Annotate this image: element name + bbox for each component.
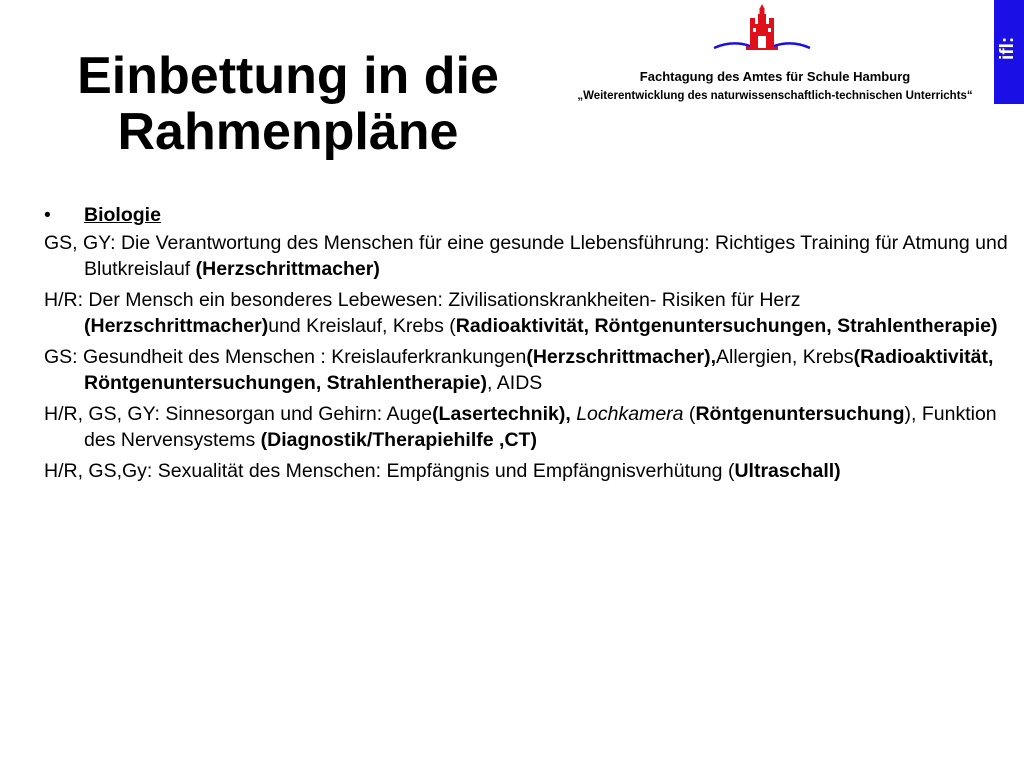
text-run: H/R: Der Mensch ein besonderes Lebewesen: Zivilisationskrankheiten- Risiken für Herz [44,288,801,311]
text-run: (Radioaktivität, Röntgenuntersuchungen, Strahlentherapie) [84,345,994,394]
bullet-symbol: • [44,204,51,226]
paragraph [44,287,1014,340]
text-run: (Herzschrittmacher) [84,315,269,337]
text-run: H/R, GS, GY: Sinnesorgan und Gehirn: Auge [44,402,433,425]
text-run: ), Funktion des Nervensystems [84,402,997,451]
slide-body [44,202,1014,488]
text-run: ( [683,402,696,425]
text-run: (Lasertechnik), [432,402,571,425]
conference-title: Fachtagung des Amtes für Schule Hamburg [639,69,911,84]
text-run: Radioaktivität, Röntgenuntersuchungen, Strahlentherapie) [455,315,998,337]
slide-title: Einbettung in die Rahmenpläne [77,47,499,161]
text-run: (Diagnostik/Therapiehilfe ,CT) [260,429,537,451]
text-run: Allergien, Krebs [716,345,854,368]
text-run: GS, GY: Die Verantwortung des Menschen für eine gesunde Llebensführung: Richtiges Training für Atmung und Blutkreislauf [44,231,1008,280]
paragraph [44,458,1014,485]
bullet-heading: Biologie [84,204,161,226]
text-run: Ultraschall) [734,459,841,482]
hamburg-castle-icon [712,2,812,58]
conference-subtitle: „Weiterentwicklung des naturwissenschaftlich-technischen Unterrichts“ [577,90,973,102]
text-run: GS: Gesundheit des Menschen : Kreislauferkrankungen [44,345,527,368]
text-run: (Herzschrittmacher) [195,258,380,280]
paragraph-list [44,230,1014,485]
paragraph [44,401,1014,454]
bullet-item [44,202,1014,229]
paragraph [44,344,1014,397]
text-run: H/R, GS,Gy: Sexualität des Menschen: Empfängnis und Empfängnisverhütung ( [44,459,735,482]
text-run: (Herzschrittmacher), [526,345,716,368]
text-run: , AIDS [487,372,543,394]
text-run: Lochkamera [576,402,684,425]
text-run: Röntgenuntersuchung [695,402,905,425]
paragraph [44,230,1014,283]
ifl-logo-text: ifl: [997,36,1018,60]
text-run: und Kreislauf, Krebs ( [268,315,456,337]
